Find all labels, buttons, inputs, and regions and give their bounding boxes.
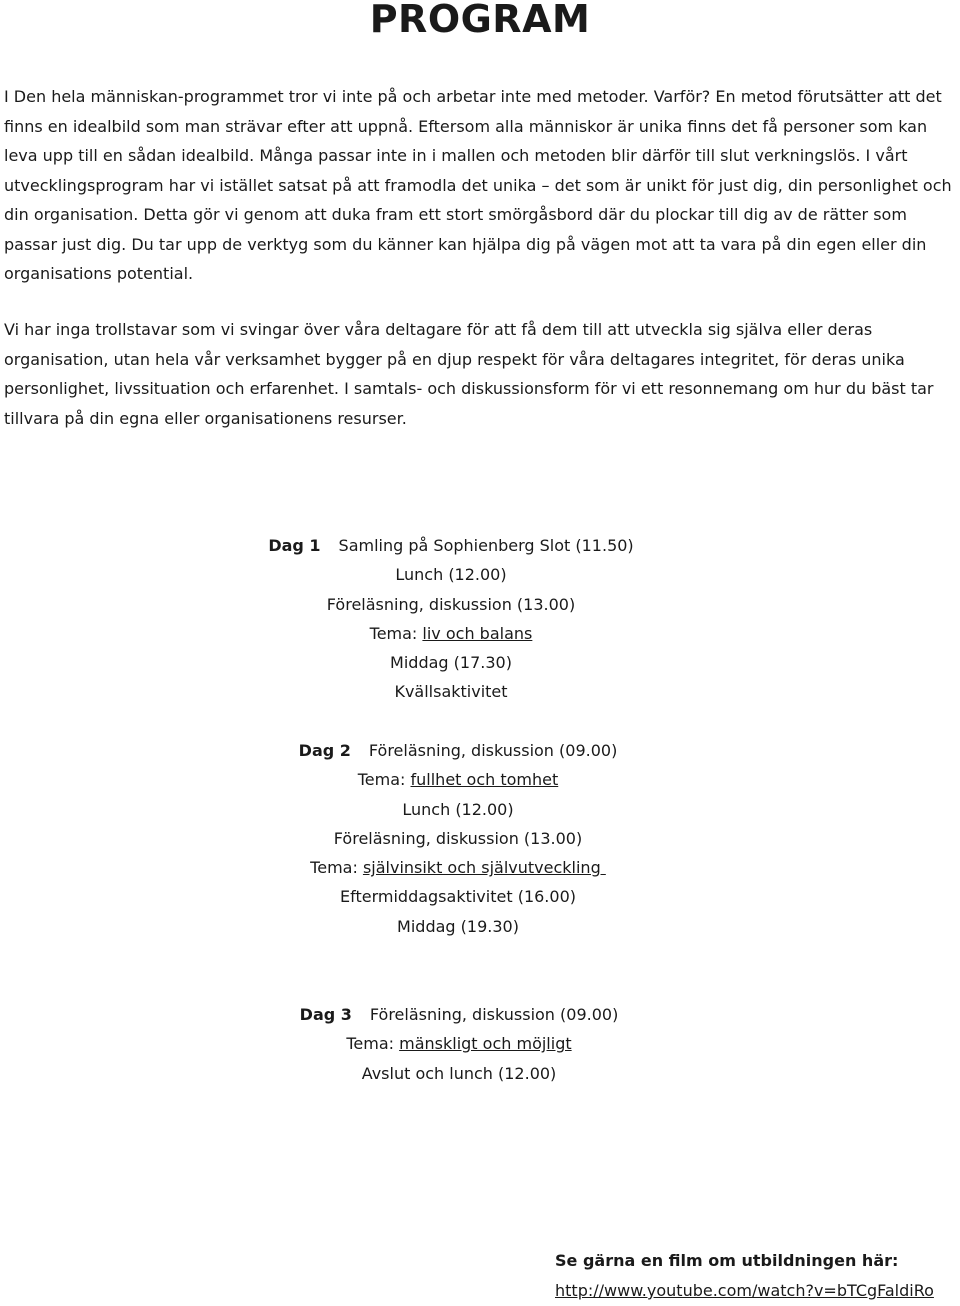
video-link[interactable]: http://www.youtube.com/watch?v=bTCgFaldiRo [555,1281,934,1300]
day1-theme-prefix: Tema: [369,623,423,643]
day2-first-line [0,736,938,765]
philosophy-paragraph: Vi har inga trollstavar som vi svingar över våra deltagare för att få dem till att utveckla sig själva eller deras organisation, utan hela vår verksamhet bygger på en djup respekt för våra deltagares integritet, för deras unika personlighet, livssituation och erfarenhet. I samtals- och diskussionsform för vi ett resonnemang om hur du bäst tar tillvara på din egna eller organisationens resurser. [4,320,934,428]
day3-first-line [0,1000,939,1029]
schedule-day-3 [0,1000,939,1088]
day1-label: Dag 1 [268,536,321,555]
schedule-day-2 [0,736,938,941]
day2-lecture-morning: Föreläsning, diskussion (09.00) [368,741,618,760]
day3-label: Dag 3 [299,1005,352,1024]
day2-label: Dag 2 [298,741,351,760]
day1-lecture: Föreläsning, diskussion (13.00) [326,594,576,614]
day3-lecture: Föreläsning, diskussion (09.00) [369,1005,619,1024]
day2-theme1-prefix: Tema: [357,770,411,790]
day2-theme2-line [0,853,938,882]
day1-dinner: Middag (17.30) [390,653,512,673]
day1-arrival-line [0,531,931,560]
day1-evening: Kvällsaktivitet [394,682,508,702]
day2-theme2: självinsikt och självutveckling [362,858,606,878]
day2-theme1: fullhet och tomhet [410,770,559,790]
page-title: PROGRAM [369,0,591,41]
day3-closing: Avslut och lunch (12.00) [361,1063,557,1083]
day2-theme2-prefix: Tema: [310,858,363,878]
day2-theme1-line [0,765,938,794]
day3-theme-line [0,1029,939,1058]
day1-theme-line [0,619,931,648]
day2-afternoon-activity: Eftermiddagsaktivitet (16.00) [340,887,576,907]
day2-lunch: Lunch (12.00) [402,799,514,819]
video-footer [555,1246,955,1306]
day3-theme-prefix: Tema: [346,1034,400,1054]
video-heading: Se gärna en film om utbildningen här: [555,1251,899,1270]
schedule-day-1 [0,531,931,707]
day1-lunch: Lunch (12.00) [395,565,507,585]
day1-theme: liv och balans [422,623,533,643]
intro-paragraph: I Den hela människan-programmet tror vi inte på och arbetar inte med metoder. Varför? En metod förutsätter att det finns en idealbild som man strävar efter att uppnå. Eftersom alla människor är unika finns det få personer som kan leva upp till en sådan idealbild. Många passar inte in i mallen och metoden blir därför till slut verkningslös. I vårt utvecklingsprogram har vi istället satsat på att framodla det unika – det som är unikt för just dig, din personlighet och din organisation. Detta gör vi genom att duka fram ett stort smörgåsbord där du plockar till dig av de rätter som passar just dig. Du tar upp de verktyg som du känner kan hjälpa dig på vägen mot att ta vara på din egen eller din organisations potential. [4,87,952,283]
day3-theme: mänskligt och möjligt [399,1034,572,1054]
day2-dinner: Middag (19.30) [397,916,519,936]
day1-arrival: Samling på Sophienberg Slot (11.50) [338,536,634,555]
day2-lecture-afternoon: Föreläsning, diskussion (13.00) [333,828,583,848]
